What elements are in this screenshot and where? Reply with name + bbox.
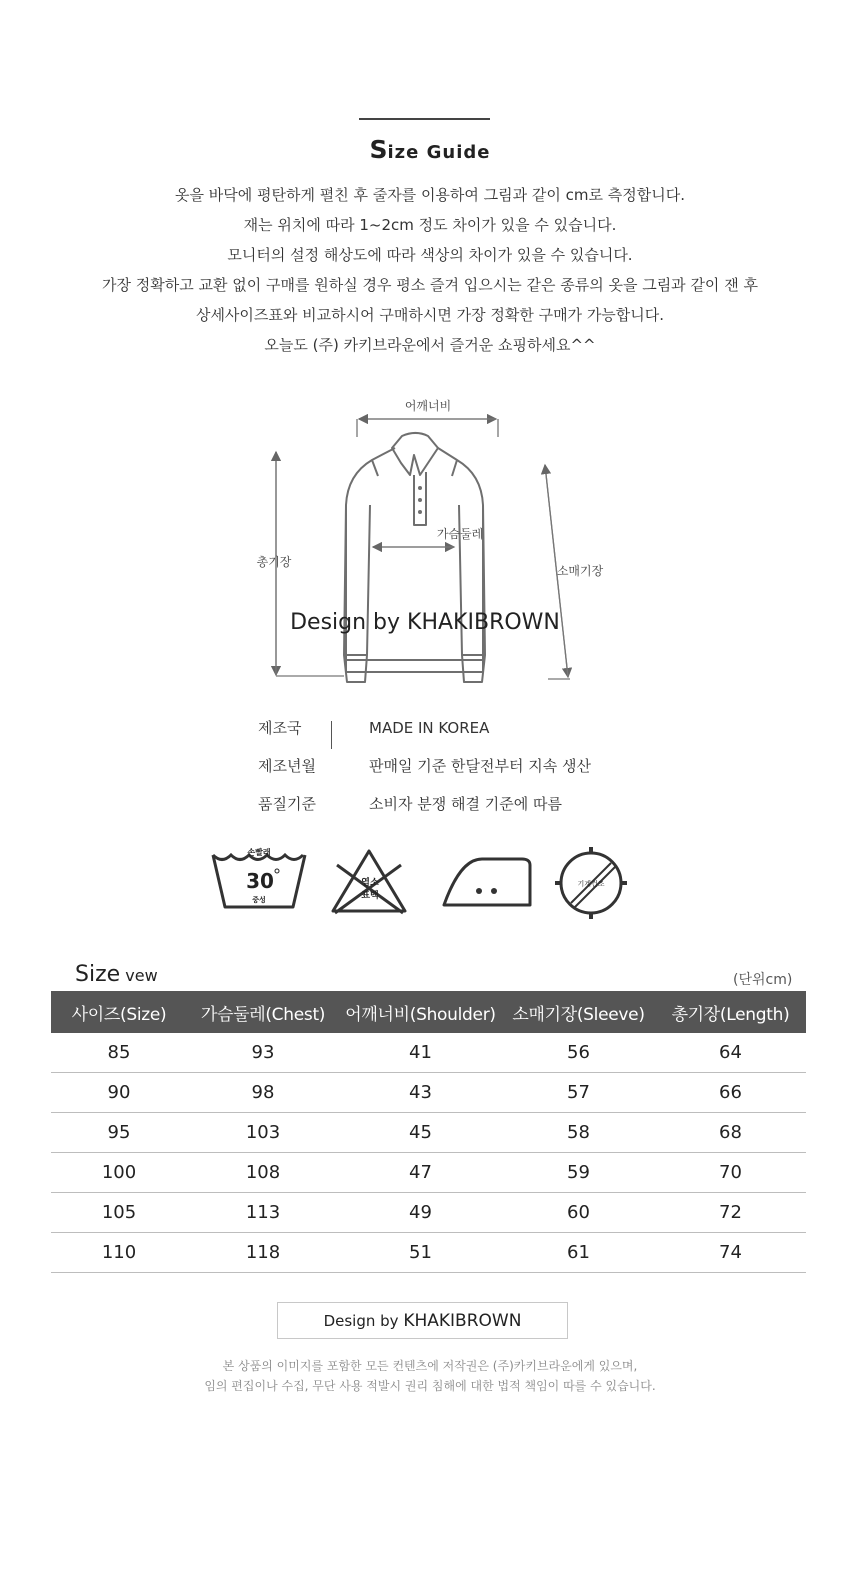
legal-line: 본 상품의 이미지를 포함한 모든 컨텐츠에 저작권은 (주)카키브라운에게 있으며,	[222, 1359, 638, 1373]
table-row	[51, 1193, 806, 1233]
info-value: MADE IN KOREA	[369, 719, 490, 737]
table-cell: 56	[502, 1033, 655, 1073]
wash-top-label: 손빨래	[247, 848, 271, 857]
no-bleach-icon	[333, 851, 405, 913]
info-label: 품질기준	[258, 795, 316, 813]
header-sleeve: 소매기장(Sleeve)	[502, 991, 655, 1033]
table-cell: 93	[187, 1033, 339, 1073]
intro-text	[0, 184, 860, 364]
intro-line: 옷을 바닥에 평탄하게 펼친 후 줄자를 이용하여 그림과 같이 cm로 측정합니다.	[174, 186, 685, 204]
table-cell: 60	[502, 1193, 655, 1233]
table-cell: 110	[51, 1233, 187, 1273]
intro-line: 상세사이즈표와 비교하시어 구매하시면 가장 정확한 구매가 가능합니다.	[195, 306, 665, 324]
size-view-title	[75, 962, 158, 987]
table-row	[51, 1073, 806, 1113]
title-rule	[359, 118, 490, 120]
wash-temp: 30	[246, 869, 274, 893]
table-cell: 105	[51, 1193, 187, 1233]
bleach-text-2: 표백	[361, 891, 379, 901]
table-cell: 68	[655, 1113, 806, 1153]
table-cell: 61	[502, 1233, 655, 1273]
table-cell: 90	[51, 1073, 187, 1113]
table-row	[51, 1033, 806, 1073]
care-icons	[205, 843, 635, 923]
intro-line: 모니터의 설정 해상도에 따라 색상의 차이가 있을 수 있습니다.	[227, 246, 633, 264]
design-watermark: Design by KHAKIBROWN	[290, 610, 560, 635]
table-cell: 74	[655, 1233, 806, 1273]
size-table	[51, 991, 806, 1273]
product-info	[258, 714, 678, 828]
title-rest: ize Guide	[387, 142, 491, 163]
dry-text: 기계건조	[577, 880, 605, 888]
info-value: 판매일 기준 한달전부터 지속 생산	[369, 757, 591, 775]
info-row-quality	[258, 790, 678, 828]
garment-diagram	[0, 390, 860, 700]
table-row	[51, 1113, 806, 1153]
intro-line: 가장 정확하고 교환 없이 구매를 원하실 경우 평소 즐겨 입으시는 같은 종류의 옷을 그림과 같이 잰 후	[102, 276, 758, 294]
table-cell: 118	[187, 1233, 339, 1273]
sleeve-label: 소매기장	[556, 564, 604, 578]
shoulder-arrow	[357, 419, 498, 437]
credit-prefix: Design by	[323, 1312, 404, 1330]
table-row	[51, 1153, 806, 1193]
shirt-outline	[344, 433, 485, 682]
unit-label: (단위cm)	[733, 972, 793, 988]
hand-wash-icon	[213, 847, 305, 907]
table-cell: 66	[655, 1073, 806, 1113]
size-title-big: Size	[75, 962, 121, 987]
table-cell: 70	[655, 1153, 806, 1193]
table-cell: 51	[339, 1233, 502, 1273]
shoulder-label: 어깨너비	[404, 399, 452, 413]
intro-line: 오늘도 (주) 카키브라운에서 즐거운 쇼핑하세요^^	[264, 336, 596, 354]
table-cell: 57	[502, 1073, 655, 1113]
legal-line: 임의 편집이나 수집, 무단 사용 적발시 권리 침해에 대한 법적 책임이 따를 수 있습니다.	[204, 1379, 656, 1393]
table-cell: 113	[187, 1193, 339, 1233]
header-chest: 가슴둘레(Chest)	[187, 991, 339, 1033]
title-initial: S	[369, 135, 388, 164]
size-guide-title	[0, 135, 860, 164]
table-cell: 43	[339, 1073, 502, 1113]
table-cell: 85	[51, 1033, 187, 1073]
placket-buttons	[418, 486, 422, 514]
header-size: 사이즈(Size)	[51, 991, 187, 1033]
info-row-country	[258, 714, 678, 752]
table-header-row	[51, 991, 806, 1033]
table-cell: 41	[339, 1033, 502, 1073]
wash-bottom-label: 중성	[252, 896, 266, 904]
table-cell: 59	[502, 1153, 655, 1193]
table-cell: 72	[655, 1193, 806, 1233]
table-cell: 64	[655, 1033, 806, 1073]
bleach-text-1: 염소	[361, 878, 379, 888]
table-cell: 49	[339, 1193, 502, 1233]
table-cell: 45	[339, 1113, 502, 1153]
iron-icon	[444, 859, 530, 905]
design-credit-box	[277, 1302, 568, 1339]
table-cell: 103	[187, 1113, 339, 1153]
table-cell: 58	[502, 1113, 655, 1153]
table-cell: 98	[187, 1073, 339, 1113]
info-label: 제조년월	[258, 757, 316, 775]
info-value: 소비자 분쟁 해결 기준에 따름	[369, 795, 562, 813]
header-shoulder: 어깨너비(Shoulder)	[339, 991, 502, 1033]
table-cell: 108	[187, 1153, 339, 1193]
credit-brand: KHAKIBROWN	[403, 1311, 522, 1331]
info-row-date	[258, 752, 678, 790]
table-cell: 95	[51, 1113, 187, 1153]
table-cell: 100	[51, 1153, 187, 1193]
size-title-small: vew	[120, 966, 158, 985]
table-row	[51, 1233, 806, 1273]
chest-label: 가슴둘레	[436, 527, 484, 541]
header-length: 총기장(Length)	[655, 991, 806, 1033]
length-label: 총기장	[256, 555, 292, 569]
table-cell: 47	[339, 1153, 502, 1193]
info-label: 제조국	[258, 719, 302, 737]
no-tumble-dry-icon	[555, 847, 627, 919]
intro-line: 재는 위치에 따라 1~2cm 정도 차이가 있을 수 있습니다.	[243, 216, 617, 234]
copyright-notice	[0, 1356, 860, 1396]
